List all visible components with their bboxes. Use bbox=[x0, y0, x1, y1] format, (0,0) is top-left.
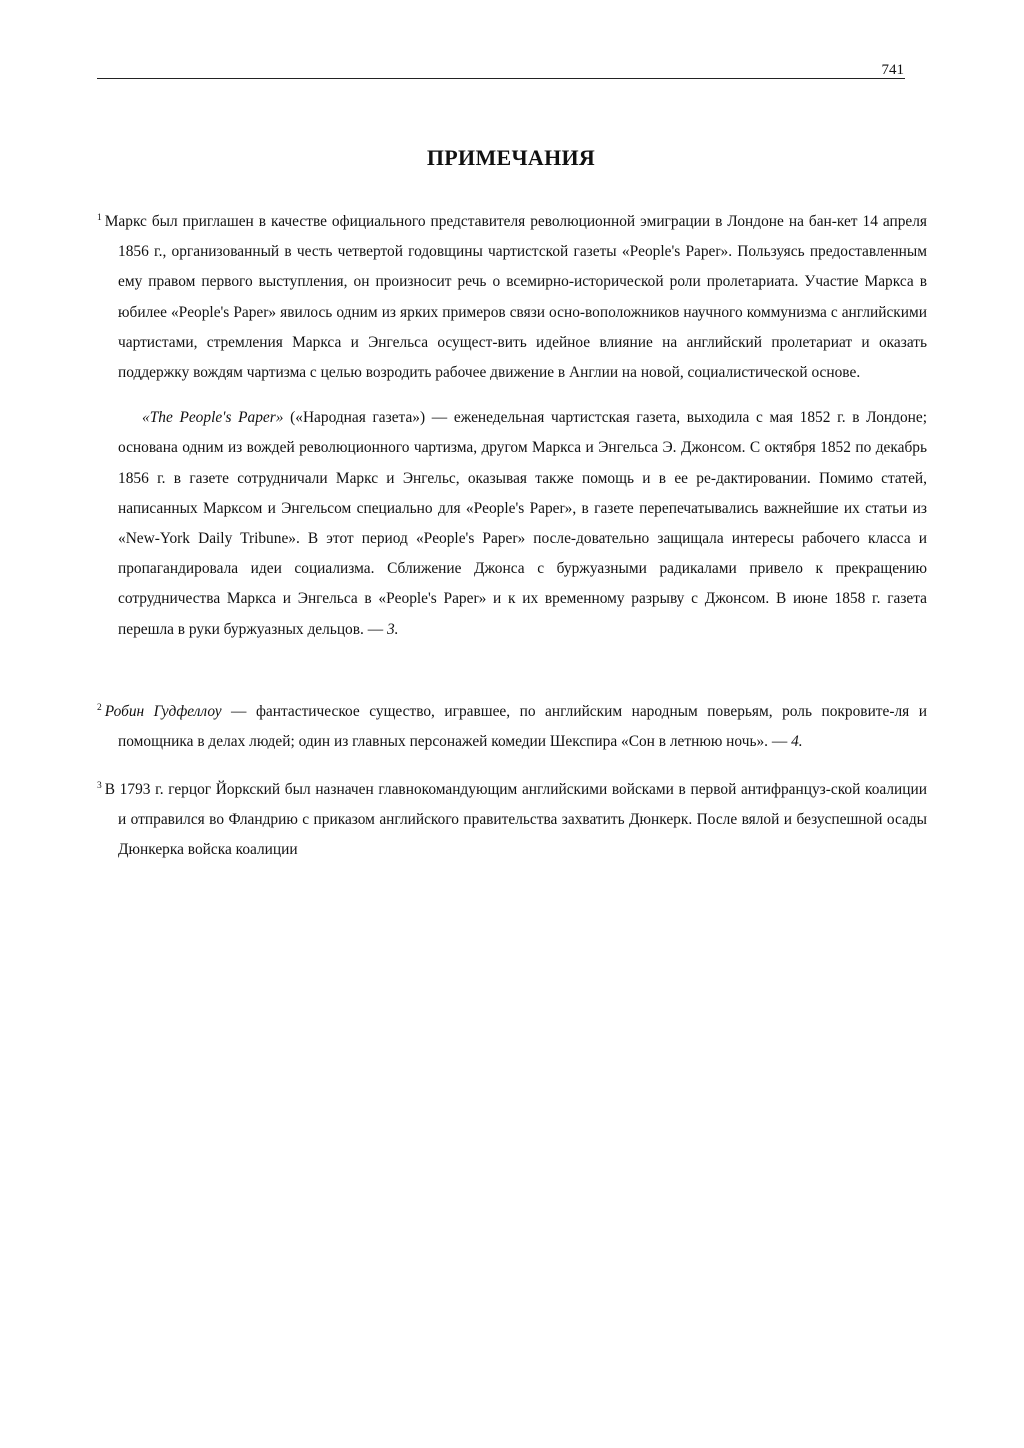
character-name: Робин Гудфеллоу bbox=[104, 703, 222, 720]
footnote-1-mark: 1 bbox=[97, 213, 102, 223]
footnote-2-text: — фантастическое существо, игравшее, по английским народным поверьям, роль покровите-ля и помощника в делах людей; один из главных персонажей комедии Шекспира «Сон в летнюю ночь». — bbox=[118, 703, 927, 751]
footnote-1-paragraph-2 bbox=[97, 403, 927, 645]
header-rule bbox=[97, 78, 905, 79]
newspaper-title: «The People's Paper» bbox=[142, 409, 284, 427]
footnote-1-page-ref: 3. bbox=[386, 620, 399, 638]
footnote-2-page-ref: 4. bbox=[791, 733, 803, 751]
footnote-3-paragraph bbox=[97, 775, 927, 866]
footnote-2-mark: 2 bbox=[97, 703, 102, 713]
footnote-1-paragraph-2-text: («Народная газета») — еженедельная чартистская газета, выходила с мая 1852 г. в Лондоне; основана одним из вождей революционного чартизма, другом Маркса и Энгельса Э. Джонсом. С октября 1852 по декабрь 1856 г. в газете сотрудничали Маркс и Энгельс, оказывая также помощь и в ее ре-дактировании. Помимо статей, написанных Марксом и Энгельсом специально для «People's Paper», в газете перепечатывались важнейшие их статьи из «New-York Daily Tribune». В этот период «People's Paper» после-довательно защищала интересы рабочего класса и пропагандировала идеи социализма. Сближение Джонса с буржуазными радикалами привело к прекращению сотрудничества Маркса и Энгельса в «People's Paper» и к их временному разрыву с Джонсом. В июне 1858 г. газета перешла в руки буржуазных дельцов. — bbox=[118, 409, 928, 638]
page-title: ПРИМЕЧАНИЯ bbox=[426, 145, 596, 170]
footnote-2-paragraph bbox=[97, 697, 927, 757]
footnote-2 bbox=[97, 697, 927, 757]
footnote-1-text: Маркс был приглашен в качестве официального представителя революционной эмиграции в Лондоне на бан-кет 14 апреля 1856 г., организованный в честь четвертой годовщины чартистской газеты «People's Paper». Пользуясь предоставленным ему правом первого выступления, он произносит речь о всемирно-исторической роли пролетариата. Участие Маркса в юбилее «People's Paper» явилось одним из ярких примеров связи осно-воположников научного коммунизма с английскими чартистами, стремления Маркса и Энгельса осущест-вить идейное влияние на английский пролетариат и оказать поддержку вождям чартизма с целью возродить рабочее движение в Англии на новой, социалистической основе. bbox=[104, 213, 927, 382]
footnote-3-text: В 1793 г. герцог Йоркский был назначен главнокомандующим английскими войсками в первой антифранцуз-ской коалиции и отправился во Фландрию с приказом английского правительства захватить Дюнкерк. После вялой и безуспешной осады Дюнкерка войска коалиции bbox=[104, 781, 927, 859]
footnote-3 bbox=[97, 775, 927, 866]
footnote-3-mark: 3 bbox=[97, 781, 102, 791]
page-number: 741 bbox=[881, 62, 904, 78]
footnote-1 bbox=[97, 207, 927, 645]
footnote-1-paragraph-1 bbox=[97, 207, 927, 388]
